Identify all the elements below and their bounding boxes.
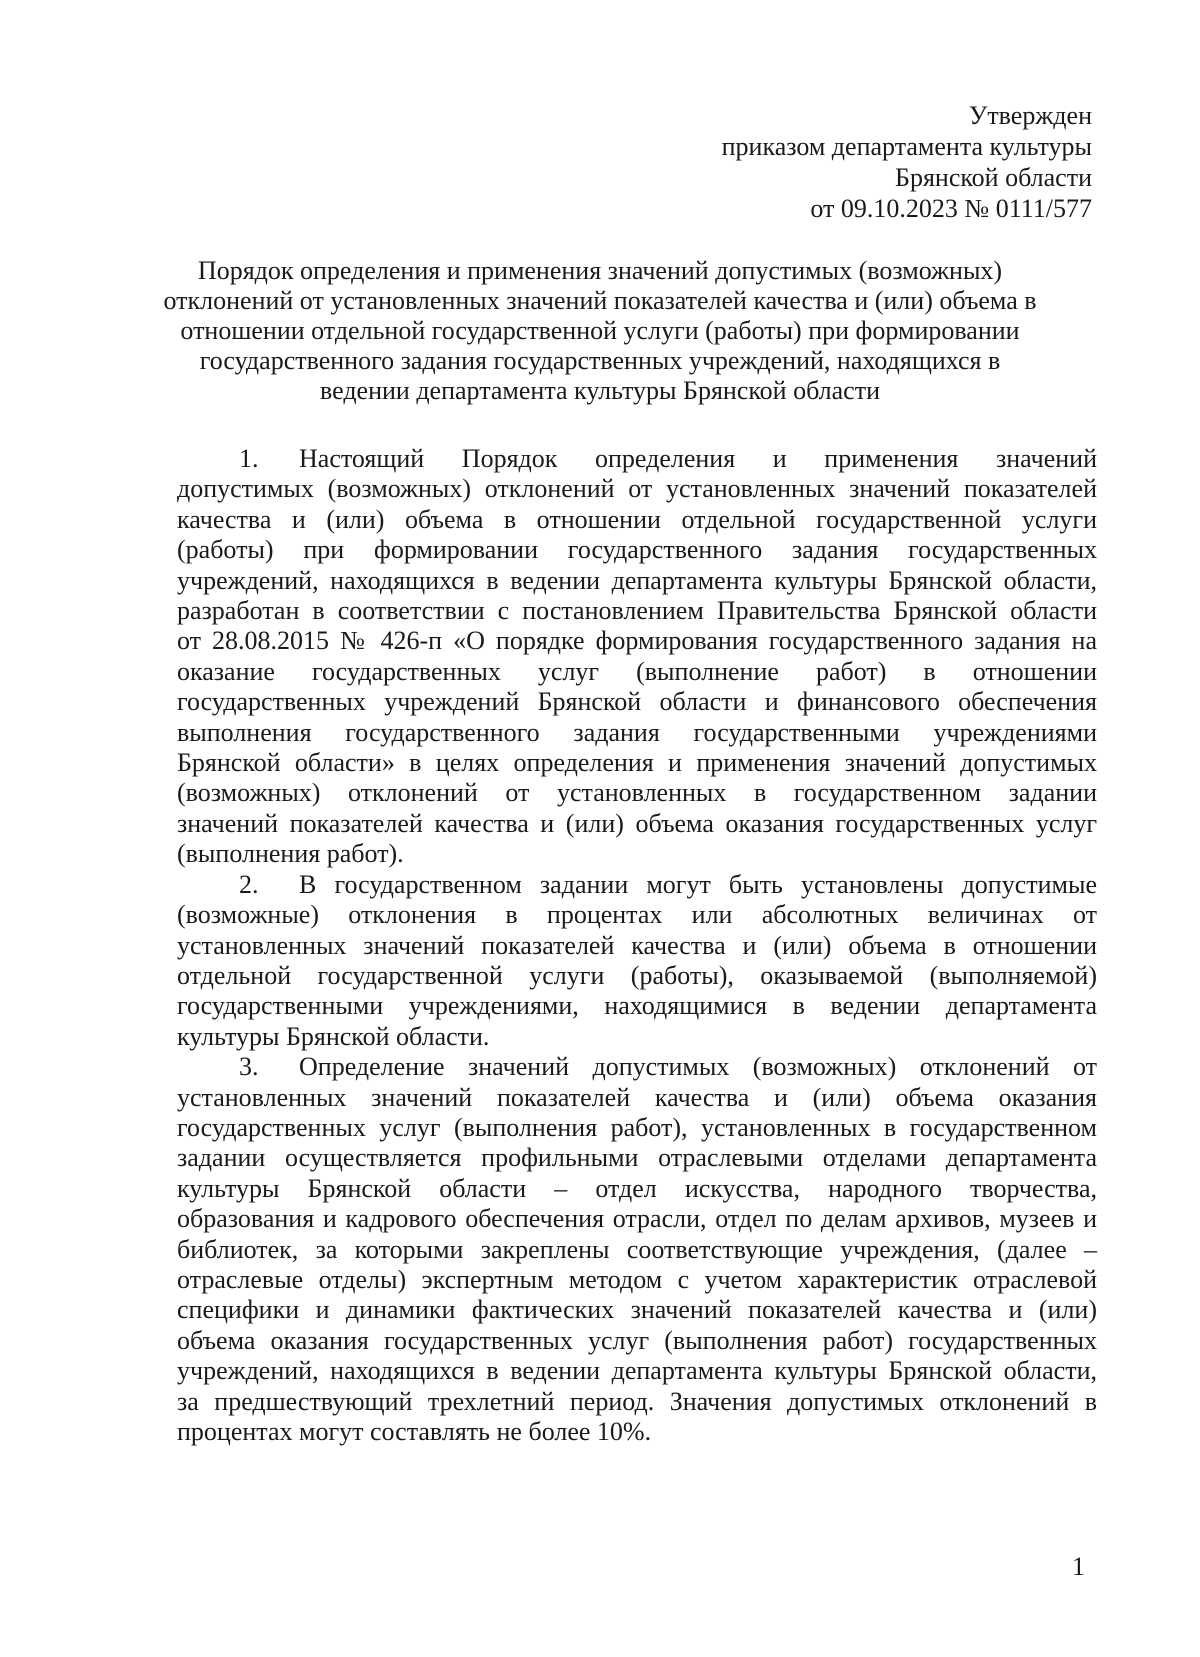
- paragraph-line: (возможные) отклонения в процентах или абсолютных величинах от: [177, 900, 1097, 930]
- document-title: [150, 256, 1050, 406]
- paragraph-line: государственных учреждений Брянской области и финансового обеспечения: [177, 687, 1097, 717]
- paragraph-line: Брянской области» в целях определения и применения значений допустимых: [177, 748, 1097, 778]
- paragraph-line: оказание государственных услуг (выполнение работ) в отношении: [177, 656, 1097, 686]
- paragraph-line: культуры Брянской области.: [177, 1021, 490, 1051]
- title-line: ведении департамента культуры Брянской области: [320, 376, 880, 405]
- paragraph-first-line: [177, 1052, 1097, 1082]
- paragraph-3: [177, 1052, 1097, 1447]
- paragraph-line: отдельной государственной услуги (работы), оказываемой (выполняемой): [177, 960, 1097, 990]
- paragraph-number: 2.: [239, 869, 259, 899]
- paragraph-line: объема оказания государственных услуг (выполнения работ) государственных: [177, 1325, 1097, 1355]
- title-line: Порядок определения и применения значений допустимых (возможных): [197, 256, 1003, 285]
- title-line: отношении отдельной государственной услуги (работы) при формировании: [180, 316, 1020, 345]
- approval-line: Утвержден: [968, 101, 1092, 130]
- paragraph-text: Определение значений допустимых (возможных) отклонений от: [299, 1052, 1097, 1082]
- paragraph-first-line: [177, 444, 1097, 474]
- paragraph-number: 3.: [239, 1052, 259, 1082]
- paragraph-line: установленных значений показателей качества и (или) объема в отношении: [177, 930, 1097, 960]
- paragraph-line: процентах могут составлять не более 10%.: [177, 1417, 652, 1446]
- paragraph-line: образования и кадрового обеспечения отрасли, отдел по делам архивов, музеев и: [177, 1204, 1097, 1234]
- page-number: 1: [1072, 1552, 1085, 1581]
- paragraph-line: качества и (или) объема в отношении отдельной государственной услуги: [177, 504, 1097, 534]
- paragraph-text: В государственном задании могут быть установлены допустимые: [299, 869, 1097, 899]
- paragraph-line: отраслевые отделы) экспертным методом с учетом характеристик отраслевой: [177, 1264, 1097, 1294]
- approval-line: приказом департамента культуры: [721, 132, 1092, 161]
- paragraph-text: Настоящий Порядок определения и применения значений: [299, 444, 1097, 473]
- paragraph-line: разработан в соответствии с постановлением Правительства Брянской области: [177, 596, 1097, 626]
- paragraph-line: учреждений, находящихся в ведении департамента культуры Брянской области,: [177, 1356, 1097, 1386]
- paragraph-line: задании осуществляется профильными отраслевыми отделами департамента: [177, 1143, 1097, 1173]
- approval-line: Брянской области: [895, 163, 1092, 192]
- paragraph-2: [177, 870, 1097, 1052]
- paragraph-line: учреждений, находящихся в ведении департамента культуры Брянской области,: [177, 565, 1097, 595]
- paragraph-line: специфики и динамики фактических значений показателей качества и (или): [177, 1295, 1097, 1325]
- paragraph-number: 1.: [239, 444, 259, 473]
- paragraph-line: государственными учреждениями, находящимися в ведении департамента: [177, 991, 1097, 1021]
- title-line: отклонений от установленных значений показателей качества и (или) объема в: [163, 286, 1037, 315]
- paragraph-line: библиотек, за которыми закреплены соответствующие учреждения, (далее –: [177, 1234, 1097, 1264]
- paragraph-line: установленных значений показателей качества и (или) объема оказания: [177, 1082, 1097, 1112]
- approval-block: [722, 100, 1092, 224]
- paragraph-line: за предшествующий трехлетний период. Значения допустимых отклонений в: [177, 1386, 1097, 1416]
- title-line: государственного задания государственных учреждений, находящихся в: [199, 346, 1001, 375]
- paragraph-1: [177, 444, 1097, 870]
- paragraph-line: (работы) при формировании государственного задания государственных: [177, 535, 1097, 565]
- paragraph-first-line: [177, 870, 1097, 900]
- paragraph-line: допустимых (возможных) отклонений от установленных значений показателей: [177, 474, 1097, 504]
- paragraph-line: (выполнения работ).: [177, 839, 404, 869]
- paragraph-line: выполнения государственного задания государственными учреждениями: [177, 717, 1097, 747]
- paragraph-line: от 28.08.2015 № 426-п «О порядке формирования государственного задания на: [177, 626, 1097, 656]
- paragraph-line: культуры Брянской области – отдел искусства, народного творчества,: [177, 1173, 1097, 1203]
- paragraph-line: (возможных) отклонений от установленных в государственном задании: [177, 778, 1097, 808]
- document-body: [177, 444, 1097, 1447]
- paragraph-line: государственных услуг (выполнения работ), установленных в государственном: [177, 1112, 1097, 1142]
- paragraph-line: значений показателей качества и (или) объема оказания государственных услуг: [177, 808, 1097, 838]
- approval-line: от 09.10.2023 № 0111/577: [810, 194, 1092, 223]
